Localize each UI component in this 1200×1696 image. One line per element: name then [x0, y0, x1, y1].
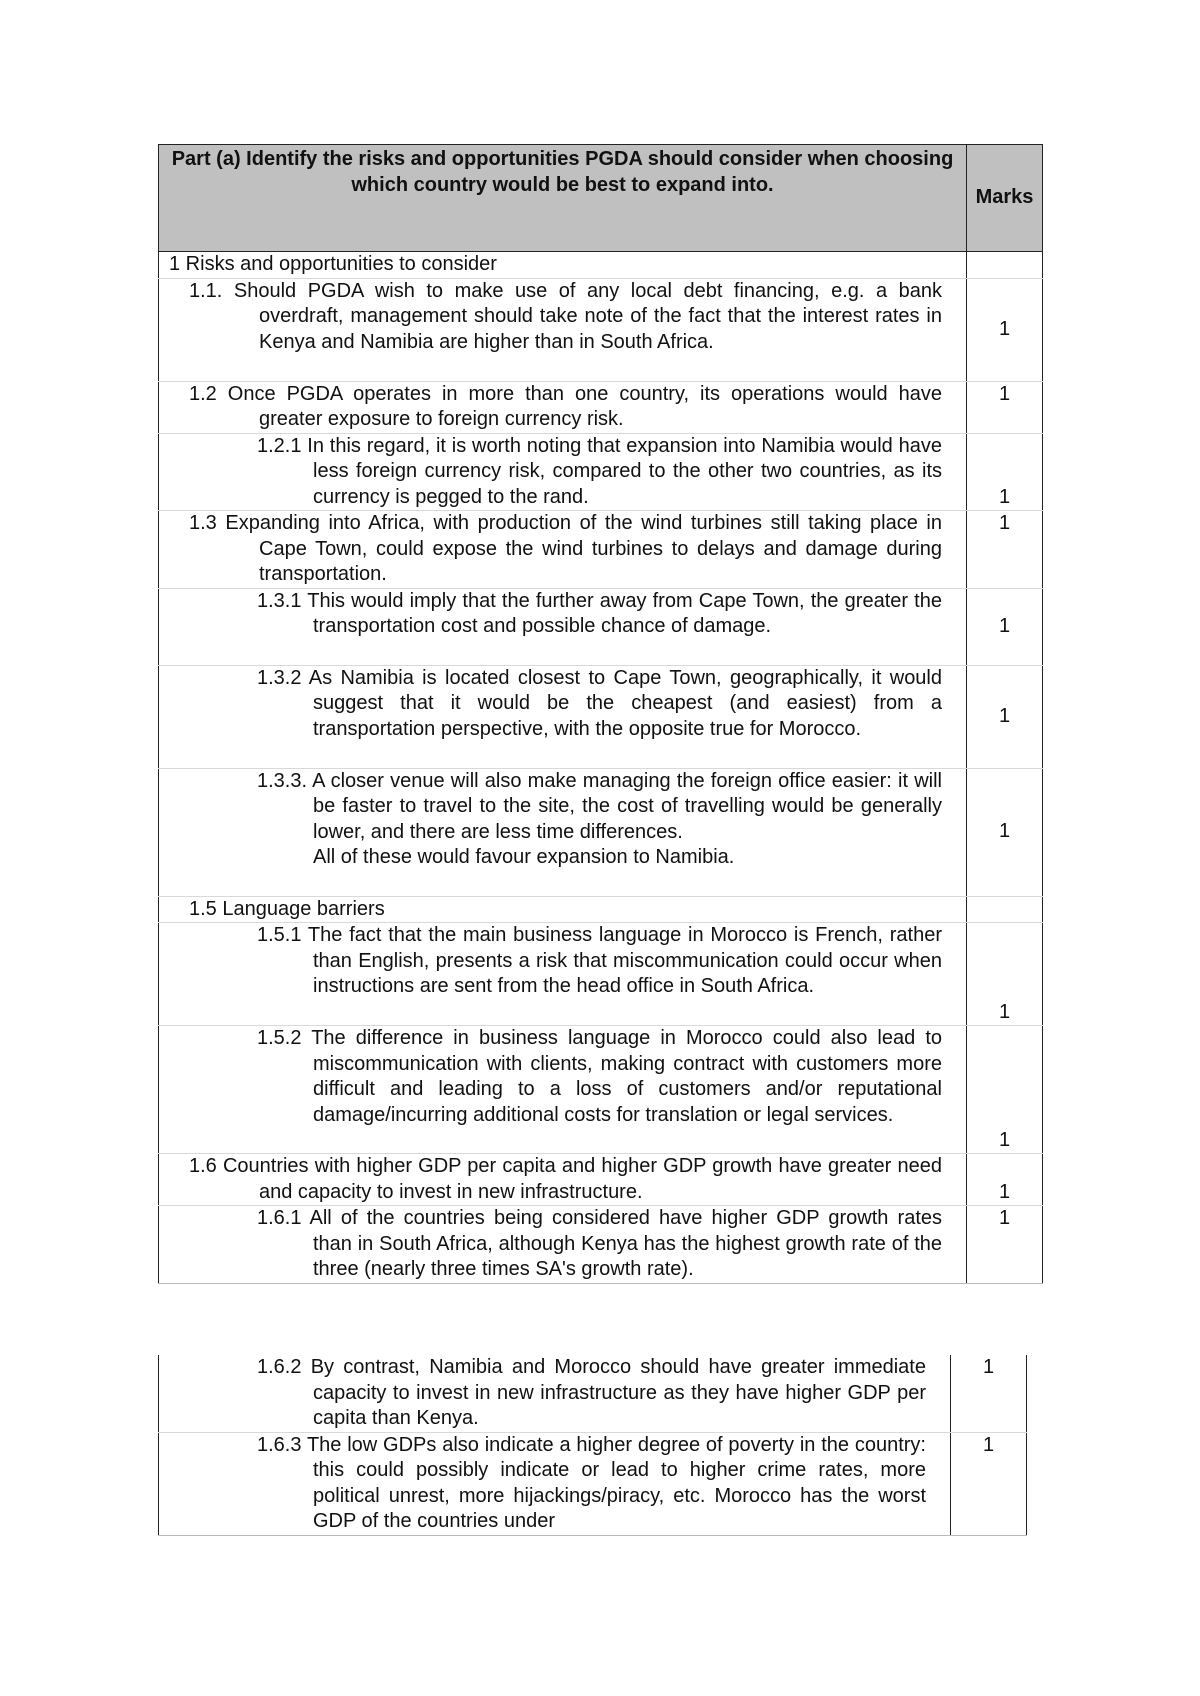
table-row — [159, 1154, 1043, 1206]
table-row — [159, 433, 1043, 511]
row-mark: 1 — [967, 1026, 1043, 1154]
table-row — [159, 381, 1043, 433]
row-text: 1.6.3 The low GDPs also indicate a higher degree of poverty in the country: this could possibly indicate or lead to higher crime rates, more political unrest, more hijackings/piracy, etc. Morocco has the worst GDP of the countries under — [257, 1433, 926, 1532]
question-heading: Part (a) Identify the risks and opportunities PGDA should consider when choosing which country would be best to expand into. — [159, 145, 967, 252]
table-row — [159, 1026, 1043, 1154]
row-text: 1.3 Expanding into Africa, with production of the wind turbines still taking place in Cape Town, could expose the wind turbines to delays and damage during transportation. — [189, 512, 942, 585]
row-text: 1.6 Countries with higher GDP per capita and higher GDP growth have greater need and capacity to invest in new infrastructure. — [189, 1155, 942, 1203]
row-text: 1.5 Language barriers — [189, 897, 385, 920]
row-mark: 1 — [967, 768, 1043, 896]
row-mark — [967, 896, 1043, 923]
row-text: 1.5.2 The difference in business language in Morocco could also lead to miscommunication with clients, making contract with customers more difficult and leading to a loss of customers and/or reputational damage/incurring additional costs for translation or legal services. — [257, 1027, 942, 1126]
row-mark: 1 — [967, 511, 1043, 589]
row-text: 1.5.1 The fact that the main business language in Morocco is French, rather than English, presents a risk that miscommunication could occur when instructions are sent from the head office in South Africa. — [257, 924, 942, 997]
table-row — [159, 923, 1043, 1026]
row-mark: 1 — [967, 1206, 1043, 1284]
row-mark — [967, 252, 1043, 279]
row-mark: 1 — [967, 665, 1043, 768]
row-mark: 1 — [967, 1154, 1043, 1206]
table-header-row — [159, 145, 1043, 252]
table-row — [159, 1206, 1043, 1284]
table-row — [159, 1355, 1027, 1432]
row-mark: 1 — [967, 588, 1043, 665]
row-text — [159, 769, 966, 871]
row-text-main: 1.3.3. A closer venue will also make managing the foreign office easier: it will be faster to travel to the site, the cost of travelling would be generally lower, and there are less time differences. — [257, 769, 942, 843]
row-mark: 1 — [967, 278, 1043, 381]
table-row — [159, 511, 1043, 589]
row-mark: 1 — [967, 923, 1043, 1026]
row-text: 1.3.2 As Namibia is located closest to Cape Town, geographically, it would suggest that it would be the cheapest (and easiest) from a transportation perspective, with the opposite true for Morocco. — [257, 666, 942, 740]
row-text: 1.2.1 In this regard, it is worth noting that expansion into Namibia would have less foreign currency risk, compared to the other two countries, as its currency is pegged to the rand. — [257, 434, 942, 508]
row-mark: 1 — [951, 1432, 1027, 1535]
table-row — [159, 665, 1043, 768]
table-row — [159, 1432, 1027, 1535]
row-text: 1.6.1 All of the countries being considered have higher GDP growth rates than in South Africa, although Kenya has the highest growth rate of the three (nearly three times SA's growth rate). — [257, 1207, 942, 1280]
row-text-conclusion: All of these would favour expansion to Namibia. — [313, 846, 735, 868]
row-text: 1.2 Once PGDA operates in more than one country, its operations would have greater exposure to foreign currency risk. — [189, 382, 942, 430]
table-row — [159, 252, 1043, 279]
row-text: 1.6.2 By contrast, Namibia and Morocco should have greater immediate capacity to invest in new infrastructure as they have higher GDP per capita than Kenya. — [257, 1356, 926, 1429]
table-row — [159, 588, 1043, 665]
row-text: 1.3.1 This would imply that the further away from Cape Town, the greater the transportation cost and possible chance of damage. — [257, 589, 942, 637]
marking-table-part-a — [158, 144, 1043, 1284]
table-row — [159, 768, 1043, 896]
row-text: 1 Risks and opportunities to consider — [169, 253, 497, 275]
marking-table-continued — [158, 1355, 1027, 1536]
row-mark: 1 — [951, 1355, 1027, 1432]
row-mark: 1 — [967, 381, 1043, 433]
table-row — [159, 896, 1043, 923]
marks-heading: Marks — [967, 145, 1043, 252]
row-mark: 1 — [967, 433, 1043, 511]
table-row — [159, 278, 1043, 381]
row-text: 1.1. Should PGDA wish to make use of any local debt financing, e.g. a bank overdraft, management should take note of the fact that the interest rates in Kenya and Namibia are higher than in South Africa. — [189, 279, 942, 353]
